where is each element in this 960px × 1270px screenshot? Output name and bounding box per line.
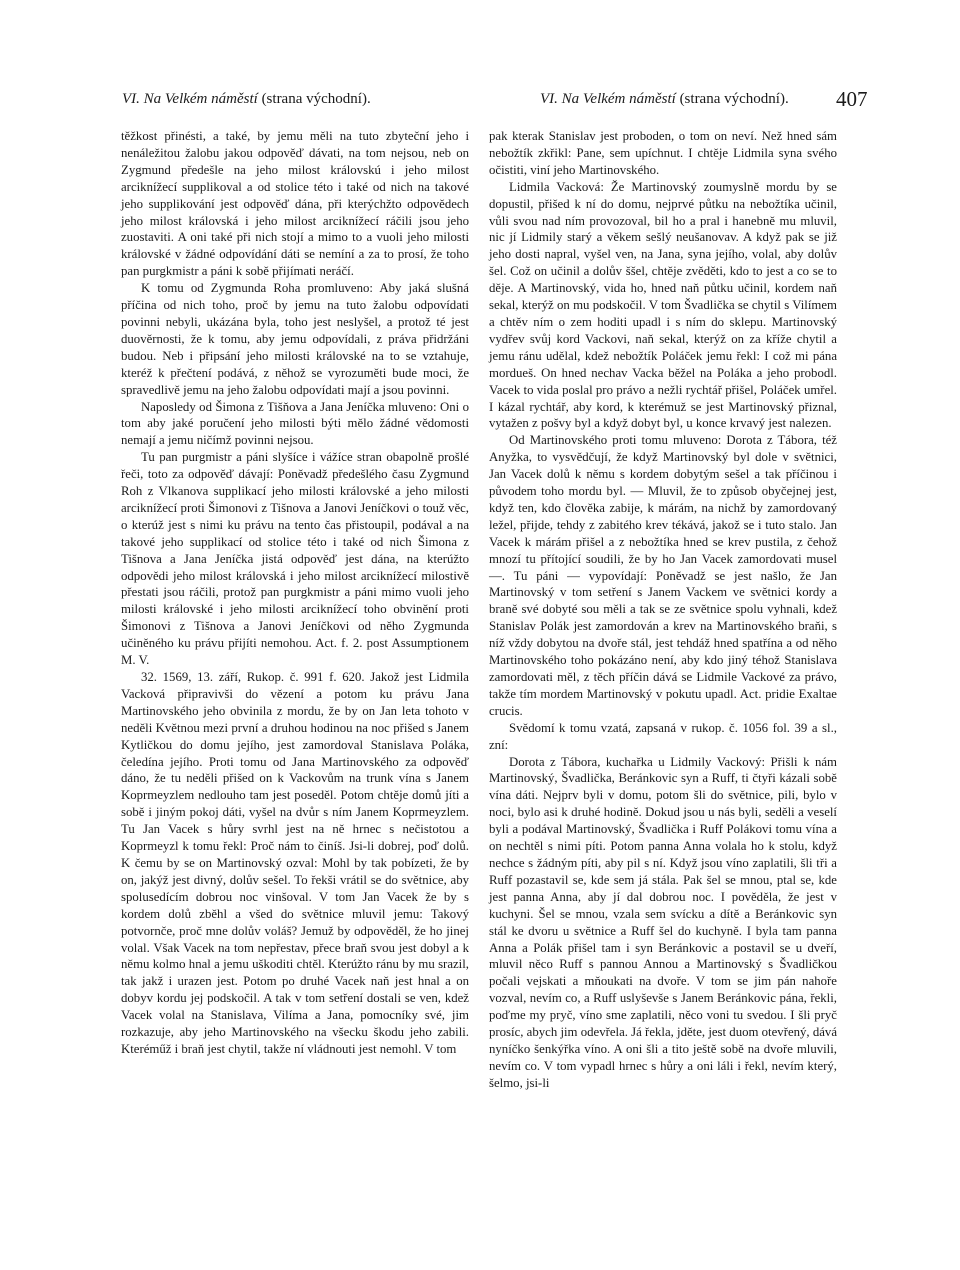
running-header-left — [122, 89, 371, 109]
page-number: 407 — [836, 87, 868, 111]
left-column — [121, 128, 469, 1058]
paragraph: K tomu od Zygmunda Roha promluveno: Aby jaká slušná příčina od nich toho, proč by jemu na tuto žalobu odpovídati povinni nebyli, ukázána byla, toho jest neslyšel, a protož té jest duověrnosti, že k tomu, aby jemu odpovídali, z práva přidržáni budou. Neb i připsání jeho milosti královské na to se vztahuje, kteréž k přečtení podává, z něhož se vyrozuměti bude moci, že spravedlivě jemu na jeho žalobu odpovídati mají a jsou povinni. — [121, 281, 469, 397]
paragraph: Od Martinovského proti tomu mluveno: Dorota z Tábora, též Anyžka, to vysvědčují, že když Martinovský byl dole v světnici, Jan Vacek dolů k němu s kordem dobytým sešel a tak příčinou i původem toho mordu byl. — Mluvil, že to způsob obyčejnej jest, když ten, kdo člověka zabije, k márám, na nichž by zamordovaný ležel, přijde, tehdy z zabitého krev tékává, jakož se i tuto stalo. Jan Vacek k márám přišel a z nebožtíka hned se krev pustila, z čehož mnozí tu přítojící soudili, že by ho Jan Vacek zamordovati musel —. Tu páni — vypovídají: Poněvadž se jest našlo, že Jan Martinovský v tom setření s Janem Vackem ve světnici kordy a braně své dobyté sou měli a tak se ze světnice spolu vyhnali, kdež Stanislav Polák jest zamordován a krev na Martinovského braňi, s níž vždy dobytou na dvoře stál, jest tehdáž hned spatřína a od něho Martinovského toho pokázáno není, aby kdo jiný téhož Stanislava zamordovati měl, z těch příčin dává se Lidmile Vackové za právo, takže tím mordem Martinovský v pokutu upadl. Act. pridie Exaltae crucis. — [489, 433, 837, 718]
header-right-title: VI. Na Velkém náměstí — [540, 91, 676, 107]
paragraph: Lidmila Vacková: Že Martinovský zoumyslně mordu by se dopustil, přišed k ní do domu, nejprvé půtku na nebožtíka učinil, vůli svou nad ním provozoval, bil ho a pral i hanebně mu mluvil, nic jí Lidmily starý a věkem sešlý neušanovav. A když pak se již jeho dosti napral, vyšel ven, na Jana, syna jejího, volal, aby dolův šel. Což on učinil a dolův ššel, chtěje zvěděti, kdo to jest a co se to děje. A Martinovský, vida ho, hned naň půtku učinil, kordem naň sekal, kterýž on mu podskočil. V tom Švadlička se chytil s Vilímem a chtěv ním o zem hoditi upadl i s ním do sklepu. Martinovský vydřev svůj kord Vackovi, naň sekal, kterýž on za kříže chytil a jemu ránu udělal, kdež nebožtík Poláček jemu řekl: I což mi pána mordueš. On hned nechav Vacka běžel na Poláka a jeho probodl. Vacek to vida poslal pro právo a nežli rychtář přišel, Poláček umřel. I kázal rychtář, aby kord, k kterémuž se jest Martinovský přiznal, vytažen z pošvy byl a když dobyt byl, u konce krvavý jest nalezen. — [489, 179, 837, 431]
paragraph: Naposledy od Šimona z Tišňova a Jana Jeníčka mluveno: Oni o tom aby jaké poručení jeho milosti býti mělo žádné vědomosti nemají a jemu ničímž povinni nejsou. — [121, 399, 469, 448]
paragraph: 32. 1569, 13. září, Rukop. č. 991 f. 620. Jakož jest Lidmila Vacková připravivši do vězení a potom ku právu Jana Martinovského jeho obvinila z mordu, že by on Jan leta tohoto v neděli Květnou mezi první a druhou hodinou na noc přišed s Janem Kytličkou do domu jejího, jest zamordoval Stanislava Poláka, čeledína jejího. Proti tomu od Jana Martinovského za odpověď dáno, že tu neděli přišed on k Vackovům na trunk vína s Janem Koprmeyzlem nedlouho tam jest poseděl. Potom chtěje domů jíti a sobě i jiným pokoj dáti, vyšel na dvůr s ním Janem Koprmeyzlem. Tu Jan Vacek s hůry svrhl jest na ně hrnec s nečistotou a Koprmeyzl k tomu řekl: Proč nám to činíš. Jsi-li dobrej, poď dolů. K čemu by se on Martinovský ozval: Mohl by tak pobízeti, že by on, jakýž jest divný, dolův sešel. To řekši vrátil se do světnice, aby spolusedícím dobrou noc vinšoval. V tom Jan Vacek že by s kordem dolů zběhl a všed do světnice mluvil jemu: Takový potvornče, proč mne dolův voláš? Jemuž by odpověděl, že ho jinej volal. Však Vacek na tom nepřestav, přece braň svou jest dobyl a k němu kolmo hnal a jemu uškoditi chtěl. Kterúžto ránu by mu srazil, tak jakž i urazen jest. Potom po druhé Vacek naň jest hnal a on dobyv kordu jej podskočil. A tak v tom setření dostali se ven, kdež Vacek volal na Stanislava, Vilíma a Jana, pomocníky své, jim rozkazuje, aby jeho Martinovského na všecku škodu jeho zabili. Kteréműž i braň jest chytil, takže ní vládnouti jest nemohl. V tom — [121, 670, 469, 1056]
right-column — [489, 128, 837, 1092]
header-left-title: VI. Na Velkém náměstí — [122, 91, 258, 107]
header-right-subtitle: (strana východní). — [679, 91, 789, 107]
header-left-subtitle: (strana východní). — [261, 91, 371, 107]
paragraph: Svědomí k tomu vzatá, zapsaná v rukop. č. 1056 fol. 39 a sl., zní: — [489, 720, 837, 752]
running-header-right — [540, 89, 789, 109]
paragraph: pak kterak Stanislav jest proboden, o tom on neví. Než hned sám nebožtík zkřikl: Pane, sem upíchnut. I chtěje Lidmila syna svého očistiti, viní jeho Martinovského. — [489, 129, 837, 177]
paragraph: Tu pan purgmistr a páni slyšíce i vážíce stran obapolně prošlé řeči, toto za odpověď dávají: Poněvadž předešlého času Zygmund Roh z Vlkanova supplikací jeho milosti královské a jeho milosti arciknížecí proti Šimonovi z Tišnova a Janovi Jeníčkovi o touž věc, o kterúž jest s nimi ku právu na tento čas přistoupil, podával a na takové jeho supplikací od stolice této i také od nich Šimona z Tišnova a Jana Jeníčka jistá odpověď jest dána, na kterúžto odpovědi jeho milost královská i jeho milost arciknížecí milostivě přestati jsou ráčili, protož pan purgkmistr a páni mimo vuoli jeho milosti královské i jeho milosti arciknížecí toho obvinění proti Šimonovi z Tišnova a Janovi Jeníčkovi od něho Zygmunda učiněného ku právu přijíti nemohou. Act. f. 2. post Assumptionem M. V. — [121, 450, 469, 668]
paragraph: těžkost přinésti, a také, by jemu měli na tuto zbyteční jeho i nenáležitou žalobu jakou odpověď dávati, na tom nejsou, neb on Zygmund předešle na jeho milost královskú i jeho milost arciknížecí supplikoval a od stolice této i také od nich na takové jeho supplikování jest odpověď dána, při kterýchžto odpovědech jeho milost královská i jeho milost arciknížecí ráčili jsou jeho zuostaviti. A oni také při nich stojí a mimo to a vuoli jeho milosti královské v žádné odpovídání dáti se nemíní a za to prosí, že toho pan purgkmistr a páni k sobě přijímati neráčí. — [121, 129, 469, 279]
paragraph: Dorota z Tábora, kuchařka u Lidmily Vackový: Přišli k nám Martinovský, Švadlička, Beránkovic syn a Ruff, ti čtyři kázali sobě vína dáti. Nejprv byli v domu, potom šli do světnice, pili, bylo v noci, bylo asi k druhé hodině. Dokud jsou u nás byli, seděli a veselí byli a podával Martinovský, Švadlička i Ruff Polákovi tomu vína a on nechtěl s nimi píti. Potom panna Anna volala ho k stolu, když nechce s žádným píti, aby pil s ní. Když jsou víno zaplatili, šli tři a Ruff pozastavil se, kde sem já stála. Pak šel se mnou, ptal se, kde jest panna Anna, aby jí dal dobrou noc. I pověděla, že jest v kuchyni. Šel se mnou, vzala sem svícku a dítě a Beránkovic syn stál ke dvoru u světnice a Ruff šel do kuchyně. I byla tam panna Anna a Polák přišel tam i syn Beránkovic a postavil se u dveří, mluvil něco Ruff s pannou Annou a Martinovský s Švadličkou počali vejskati a mňoukati na dvoře. V tom se jim pán nahoře vozval, nevím co, a Ruff uslyševše s Janem Beránkovic pána, řekli, poďme my pryč, víno sme zaplatili, něco voni tu svedou. I šli pryč prosíc, abych jim odevřela. Já řekla, jděte, jest duom otevřený, dává nyníčko šenkýřka víno. A oni šli a tito ještě sobě na dvoře mluvili, nevím co. V tom vypadl hrnec s hůry a oni láli i řekl, nevím který, šelmo, jsi-li — [489, 754, 837, 1090]
